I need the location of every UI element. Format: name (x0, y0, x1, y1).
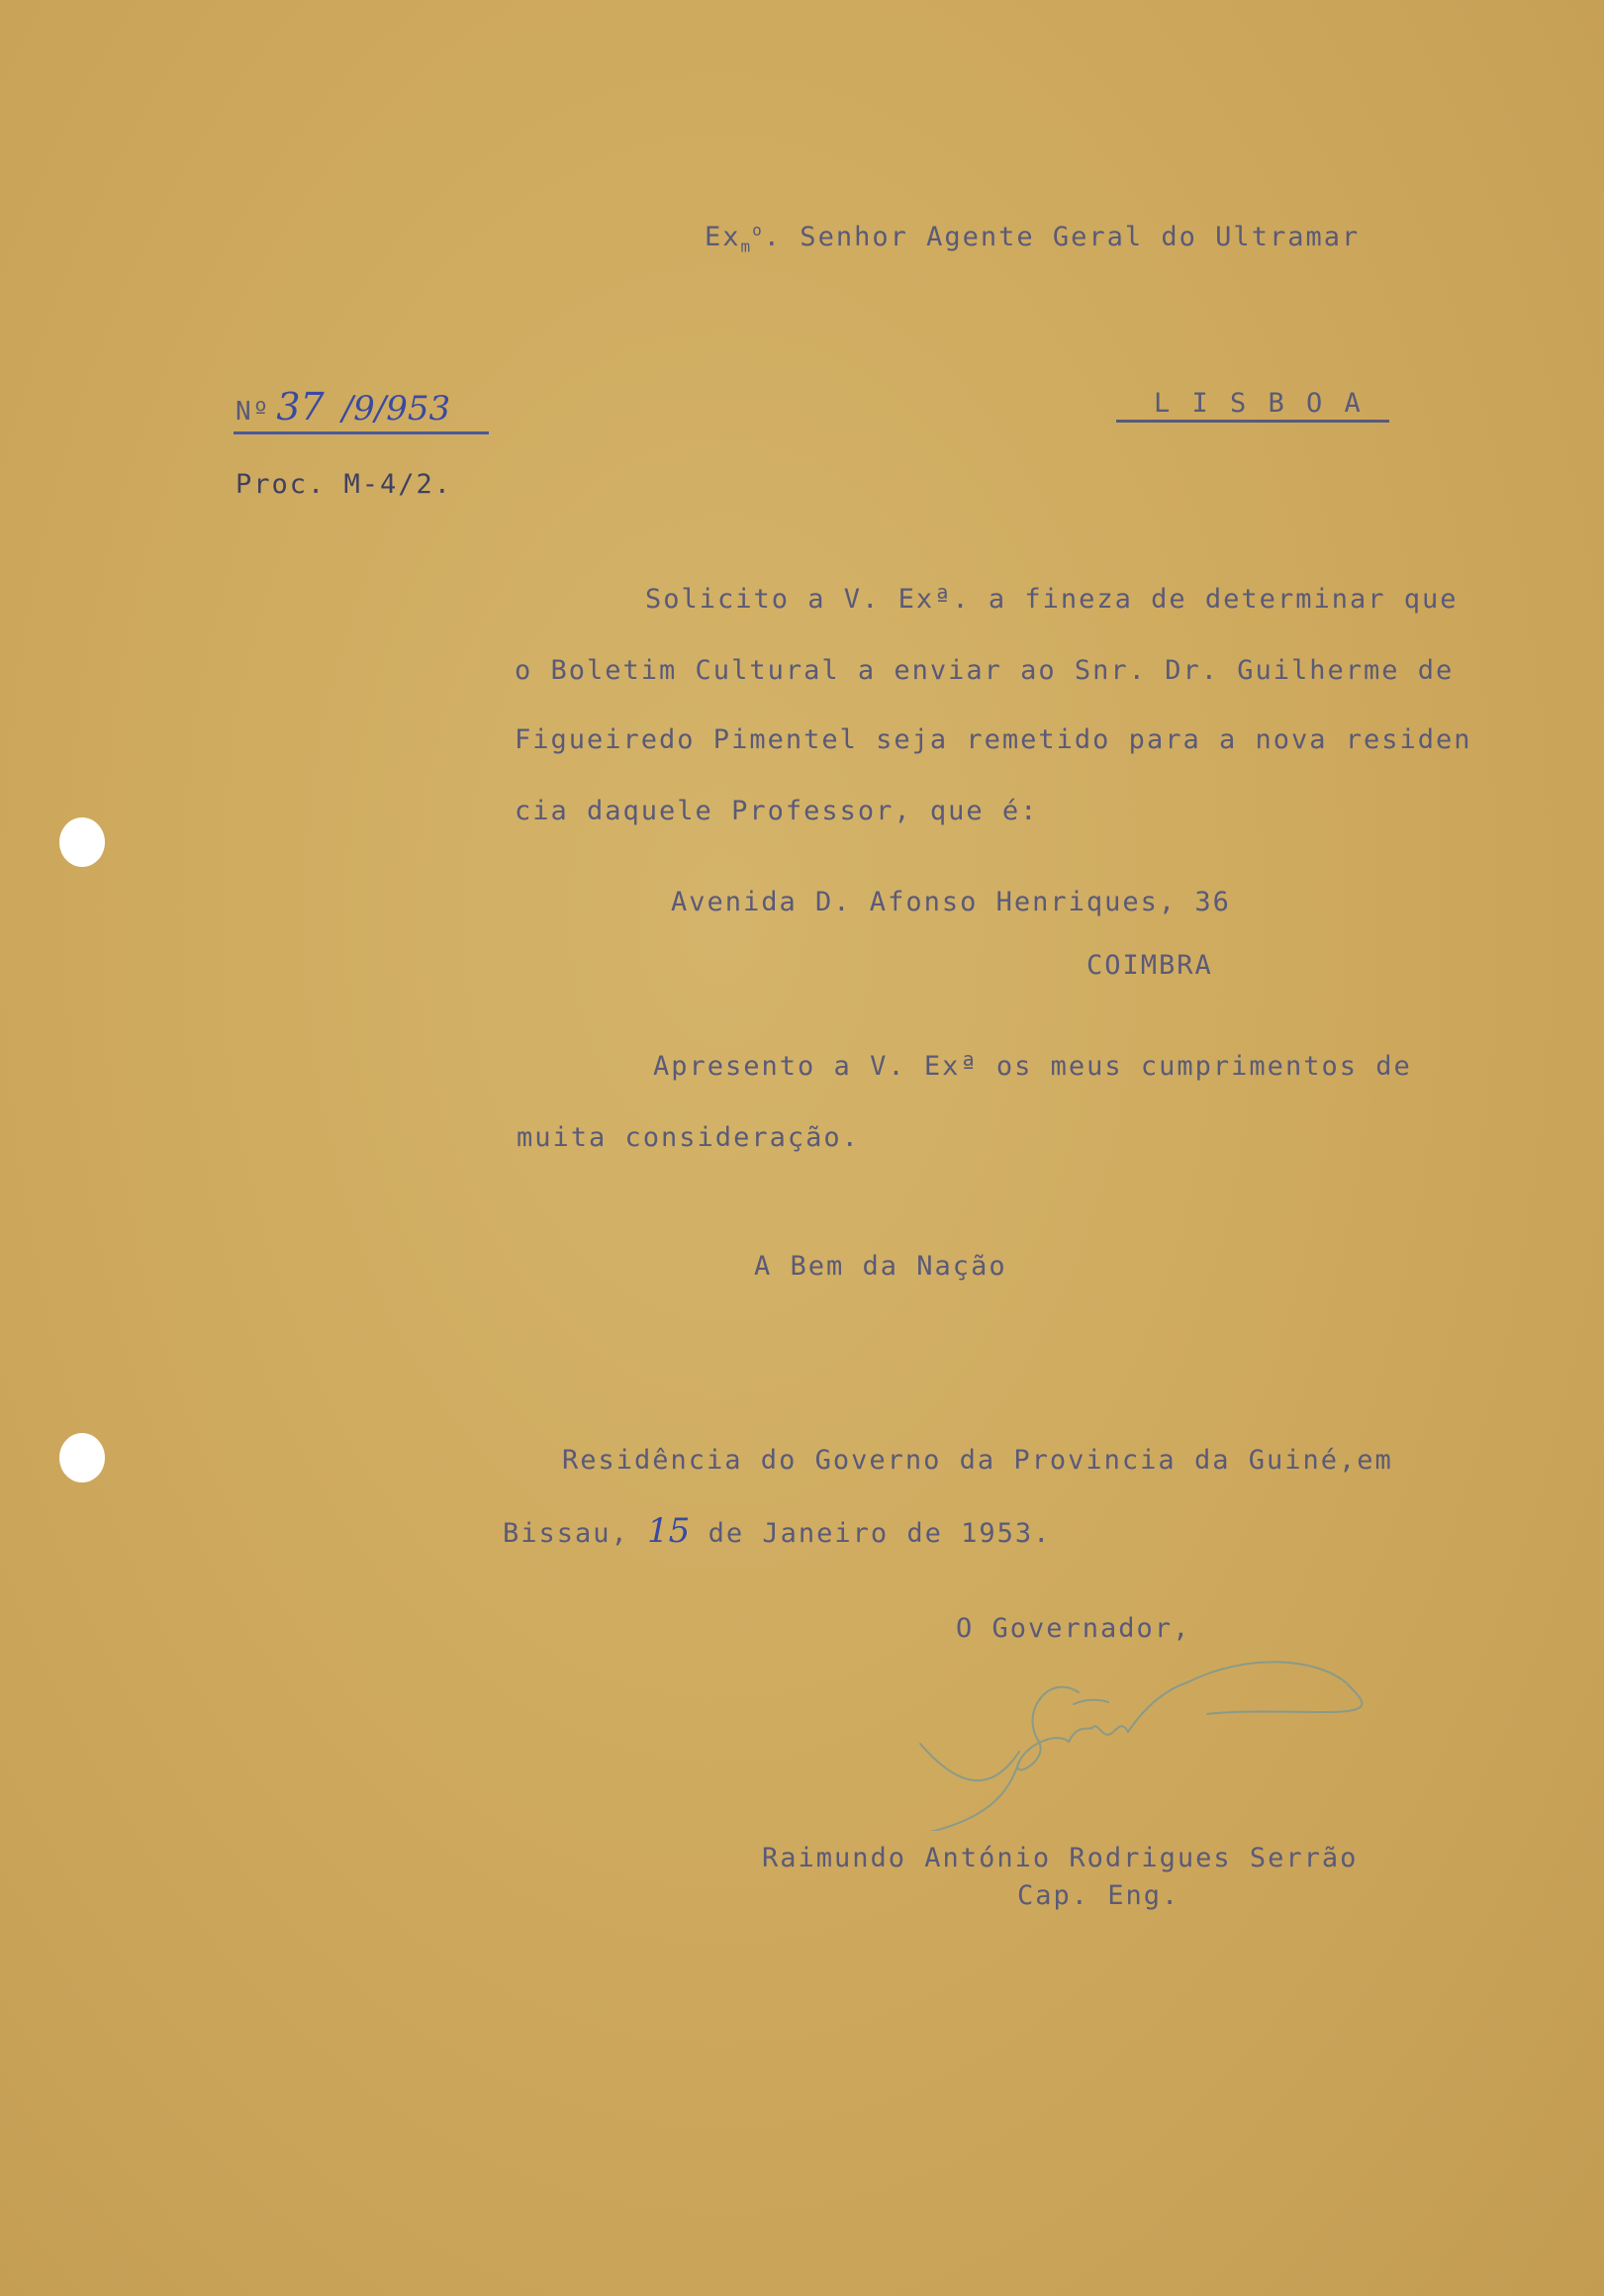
body-line-1: Solicito a V. Exª. a fineza de determinar que (645, 584, 1459, 615)
reference-handwritten-suffix: /9/953 (341, 389, 451, 429)
reference-number (236, 385, 451, 429)
reference-handwritten-number: 37 (276, 385, 325, 429)
signatory-rank: Cap. Eng. (1017, 1880, 1180, 1911)
addressee-prefix-sup: o (752, 221, 764, 239)
addressee-rest: . Senhor Agente Geral do Ultramar (763, 222, 1361, 252)
address-street: Avenida D. Afonso Henriques, 36 (671, 887, 1231, 917)
punch-hole-top (59, 817, 105, 867)
date-line-suffix: de Janeiro de 1953. (690, 1518, 1052, 1549)
signatory-title: O Governador, (956, 1613, 1191, 1644)
date-handwritten-day: 15 (647, 1511, 691, 1551)
punch-hole-bottom (59, 1433, 105, 1483)
body-line-2: o Boletim Cultural a enviar ao Snr. Dr. Guilherme de (515, 655, 1455, 686)
city-underline (1116, 420, 1389, 423)
motto: A Bem da Nação (754, 1251, 1007, 1282)
date-line (503, 1511, 1052, 1551)
city-heading: L I S B O A (1154, 388, 1364, 419)
process-reference: Proc. M-4/2. (236, 469, 453, 500)
signatory-name: Raimundo António Rodrigues Serrão (762, 1843, 1359, 1873)
handwritten-signature (891, 1633, 1445, 1831)
addressee-line (705, 221, 1361, 256)
place-line: Residência do Governo da Provincia da Guiné,em (562, 1445, 1393, 1476)
reference-underline (234, 431, 489, 434)
date-line-prefix: Bissau, (503, 1518, 648, 1549)
addressee-prefix-sub: m (740, 237, 753, 256)
address-city: COIMBRA (1086, 950, 1213, 981)
closing-line-1: Apresento a V. Exª os meus cumprimentos de (653, 1051, 1412, 1082)
reference-prefix: Nº (236, 397, 271, 427)
body-line-4: cia daquele Professor, que é: (515, 796, 1039, 826)
body-line-3: Figueiredo Pimentel seja remetido para a nova residen (515, 724, 1472, 755)
addressee-prefix: Ex (705, 222, 741, 252)
closing-line-2: muita consideração. (517, 1122, 860, 1153)
